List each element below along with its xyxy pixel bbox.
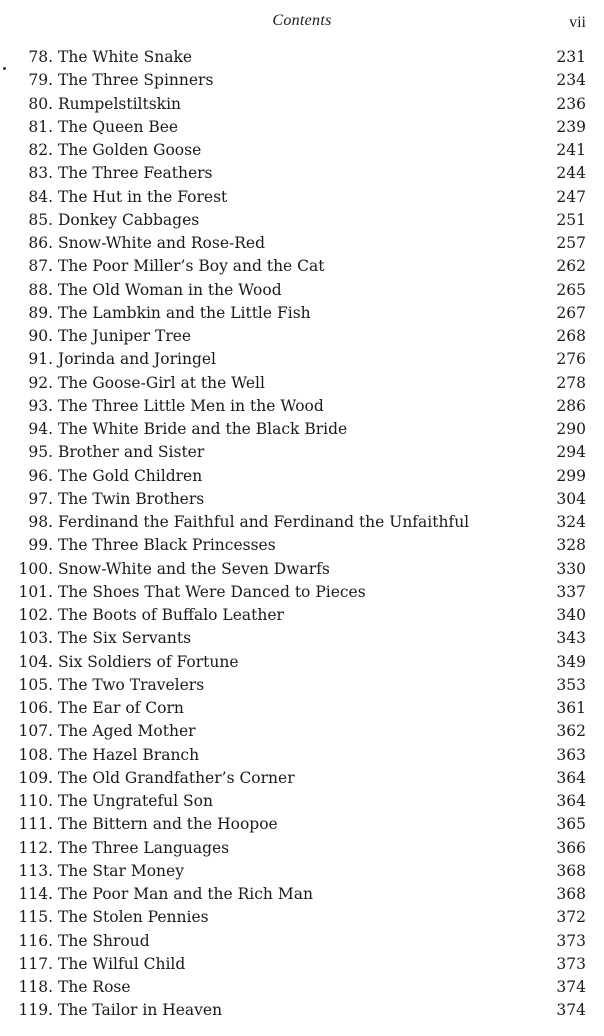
entry-number: 94. [28,420,53,438]
toc-entry [8,558,586,581]
toc-entry [8,720,586,743]
entry-page: 251 [556,210,586,229]
entry-number: 101. [18,582,53,601]
entry-page: 365 [556,815,586,834]
entry-number: 93. [28,396,53,415]
entry-page: 330 [556,559,586,578]
entry-number: 111. [18,815,53,834]
entry-title: The Stolen Pennies [58,908,209,927]
toc-entry [8,976,586,999]
entry-page: 267 [556,303,586,322]
entry-number: 97. [28,489,53,508]
entry-page: 278 [556,373,586,392]
entry-title: The Poor Man and the Rich Man [58,885,313,903]
entry-page: 262 [556,257,586,276]
entry-number: 115. [18,908,53,927]
entry-title: The Bittern and the Hoopoe [58,815,278,834]
toc-entry [8,744,586,767]
entry-page: 364 [556,792,586,810]
entry-number: 98. [28,513,53,531]
toc-entry [8,186,586,209]
toc-entry [8,488,586,511]
entry-title: The Lambkin and the Little Fish [58,303,311,322]
entry-number: 117. [18,954,53,973]
entry-title: The Wilful Child [58,954,186,973]
entry-title: Rumpelstiltskin [58,94,182,113]
entry-number: 119. [18,1001,53,1020]
entry-number: 90. [28,327,53,345]
entry-number: 118. [18,978,53,996]
toc-entry [8,116,586,139]
entry-title: The Star Money [58,861,184,880]
entry-title: Donkey Cabbages [58,210,200,229]
entry-number: 85. [28,210,53,229]
entry-title: The Old Grandfather’s Corner [58,768,295,787]
entry-number: 108. [18,745,53,764]
entry-title: The Hut in the Forest [58,187,228,206]
entry-title: The Three Little Men in the Wood [58,396,324,415]
toc-entry [8,418,586,441]
entry-page: 328 [556,536,586,555]
toc-entry [8,767,586,790]
entry-title: The Old Woman in the Wood [58,280,282,299]
entry-page: 368 [556,885,586,903]
toc-entry [8,999,586,1022]
toc-entry [8,534,586,557]
entry-number: 105. [18,675,53,694]
entry-page: 353 [556,675,586,694]
entry-number: 81. [28,117,53,136]
entry-page: 361 [556,699,586,717]
entry-title: The Shoes That Were Danced to Pieces [58,582,366,601]
entry-title: The Hazel Branch [58,745,200,764]
entry-title: The Three Black Princesses [58,536,276,555]
entry-page: 268 [556,327,586,345]
entry-title: The Goose-Girl at the Well [58,373,265,392]
entry-title: The Ungrateful Son [58,792,213,810]
entry-page: 373 [556,931,586,950]
entry-page: 294 [556,443,586,462]
toc-entry [8,441,586,464]
entry-number: 95. [28,443,53,462]
toc-entry [8,674,586,697]
entry-page: 340 [556,606,586,624]
toc-entry [8,395,586,418]
entry-number: 89. [28,303,53,322]
toc-entry [8,348,586,371]
entry-page: 276 [556,350,586,369]
entry-page: 290 [556,420,586,438]
entry-title: The Gold Children [58,466,203,485]
entry-number: 102. [18,606,53,624]
entry-title: The White Bride and the Black Bride [58,420,348,438]
page-number: vii [569,14,586,31]
entry-title: Six Soldiers of Fortune [58,652,239,671]
entry-title: The Two Travelers [58,675,205,694]
toc-entry [8,627,586,650]
entry-title: The Boots of Buffalo Leather [58,606,284,624]
entry-title: Brother and Sister [58,443,205,462]
entry-page: 362 [556,722,586,741]
entry-title: Snow-White and the Seven Dwarfs [58,559,330,578]
entry-number: 79. [28,71,53,90]
toc-entry [8,255,586,278]
entry-page: 286 [556,396,586,415]
entry-title: The Three Languages [58,838,230,857]
entry-page: 265 [556,280,586,299]
entry-title: The Poor Miller’s Boy and the Cat [58,257,325,276]
entry-title: The Aged Mother [58,722,196,741]
entry-page: 373 [556,954,586,973]
entry-number: 103. [18,629,53,648]
toc-entry [8,372,586,395]
entry-number: 82. [28,141,53,159]
entry-number: 106. [18,699,53,717]
entry-title: The White Snake [58,48,193,66]
entry-page: 239 [556,117,586,136]
entry-number: 86. [28,234,53,252]
entry-page: 349 [556,652,586,671]
entry-page: 257 [556,234,586,252]
table-of-contents [8,46,586,1023]
running-head: Contents [272,12,332,29]
toc-entry [8,279,586,302]
entry-page: 374 [556,978,586,996]
stray-mark [3,67,6,70]
entry-title: Ferdinand the Faithful and Ferdinand the Unfaithful [58,513,470,531]
toc-entry [8,953,586,976]
entry-page: 366 [556,838,586,857]
toc-entry [8,93,586,116]
entry-title: Jorinda and Joringel [58,350,217,369]
entry-page: 343 [556,629,586,648]
entry-page: 368 [556,861,586,880]
toc-entry [8,837,586,860]
entry-title: The Rose [58,978,131,996]
entry-number: 99. [28,536,53,555]
toc-entry [8,465,586,488]
entry-number: 84. [28,187,53,206]
toc-entry [8,790,586,813]
entry-number: 109. [18,768,53,787]
entry-page: 241 [556,141,586,159]
entry-number: 107. [18,722,53,741]
entry-page: 299 [556,466,586,485]
toc-entry [8,69,586,92]
toc-entry [8,302,586,325]
toc-entry [8,581,586,604]
entry-number: 80. [28,94,53,113]
toc-entry [8,232,586,255]
entry-title: The Queen Bee [58,117,179,136]
entry-page: 247 [556,187,586,206]
toc-entry [8,46,586,69]
entry-number: 110. [18,792,53,810]
entry-number: 116. [18,931,53,950]
entry-number: 83. [28,164,53,183]
entry-number: 92. [28,373,53,392]
page-header [0,10,604,32]
entry-page: 236 [556,94,586,113]
entry-title: The Three Feathers [58,164,213,183]
toc-entry [8,162,586,185]
entry-title: The Golden Goose [58,141,202,159]
entry-title: The Twin Brothers [58,489,205,508]
entry-title: The Ear of Corn [58,699,184,717]
entry-title: The Juniper Tree [58,327,192,345]
entry-number: 104. [18,652,53,671]
toc-entry [8,813,586,836]
entry-page: 231 [556,48,586,66]
entry-title: The Six Servants [58,629,192,648]
toc-entry [8,325,586,348]
toc-entry [8,697,586,720]
entry-title: The Tailor in Heaven [58,1001,223,1020]
entry-page: 244 [556,164,586,183]
entry-number: 113. [18,861,53,880]
toc-entry [8,883,586,906]
entry-number: 100. [18,559,53,578]
entry-page: 372 [556,908,586,927]
toc-entry [8,860,586,883]
entry-page: 234 [556,71,586,90]
entry-number: 78. [28,48,53,66]
entry-number: 88. [28,280,53,299]
toc-entry [8,651,586,674]
entry-title: Snow-White and Rose-Red [58,234,265,252]
entry-page: 324 [556,513,586,531]
entry-number: 114. [18,885,53,903]
entry-page: 364 [556,768,586,787]
entry-number: 96. [28,466,53,485]
entry-number: 87. [28,257,53,276]
entry-title: The Shroud [58,931,150,950]
entry-number: 91. [28,350,53,369]
toc-entry [8,139,586,162]
entry-number: 112. [18,838,53,857]
toc-entry [8,930,586,953]
toc-entry [8,511,586,534]
entry-page: 363 [556,745,586,764]
entry-page: 337 [556,582,586,601]
toc-entry [8,209,586,232]
entry-page: 374 [556,1001,586,1020]
entry-page: 304 [556,489,586,508]
toc-entry [8,906,586,929]
entry-title: The Three Spinners [58,71,214,90]
toc-entry [8,604,586,627]
